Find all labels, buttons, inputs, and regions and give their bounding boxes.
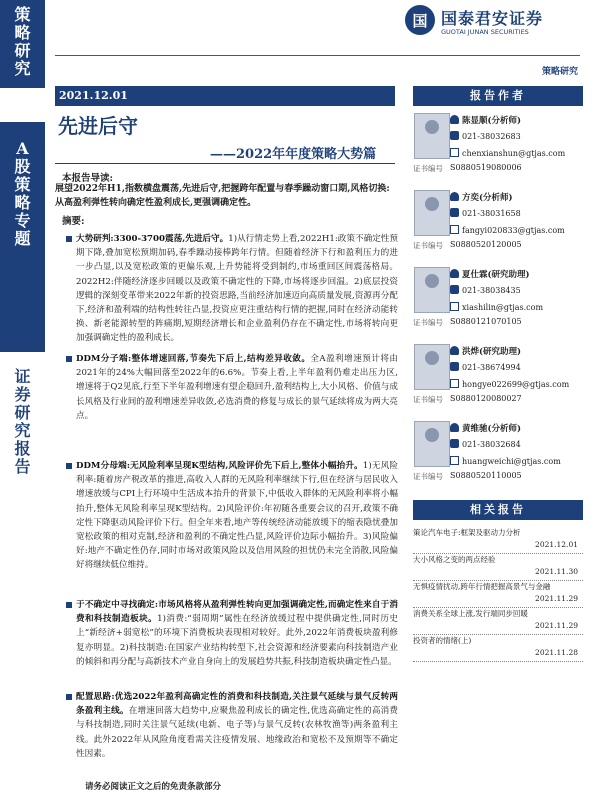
side-label-top: 策 略 研 究 [14,5,31,78]
person-icon [450,115,459,124]
bullet-icon [66,236,72,242]
author-photo [414,190,450,236]
related-report-item[interactable] [413,581,583,608]
related-report-date: 2021.11.29 [535,621,578,630]
phone-icon [450,439,459,448]
author-card [413,341,583,427]
author-phone: 021-38032683 [450,131,521,141]
author-phone: 021-38032684 [450,439,521,449]
license-label: 证书编号 [413,241,443,250]
person-icon [450,192,459,201]
license-label: 证书编号 [413,318,443,327]
person-icon [450,269,459,278]
author-name: 夏仕霖(研究助理) [450,268,530,280]
author-photo [414,344,450,390]
abstract-paragraph: DDM分母端:无风险利率呈现K型结构,风险评价先下后上,整体小幅抬升。1)无风险利率:随着房产税改革的推进,高收入人群的无风险利率继续下行,但在经济与居民收入增速放缓与CPI上行环境中生活成本抬升的背景下,中低收入群体的无风险利率将小幅抬升,整体无风险利率呈现K型结构。2)风险评价:年初随各重要会议的召开,政策不确定性下降驱动风险评价下行。但全年来看,地产等传统经济动能放缓下的缩表隐忧叠加宽松政策的相对克制,经济和盈利的不确定性凸显,风险评价边际小幅抬升。3)风险偏好:地产不确定性仍存,同时市场对政策风险以及信用风险的担忧仍未完全消散,风险偏好将继续低位维持。 [76,461,399,571]
author-card [413,187,583,273]
bullet-icon [66,356,72,362]
logo-emblem-icon: 国 [405,5,435,35]
phone-icon [450,362,459,371]
side-label-bottom: 证 券 研 究 报 告 [14,367,31,476]
related-report-title[interactable]: 策论汽车电子:框架及驱动力分析 [413,528,521,537]
bullet-icon [66,463,72,469]
side-label-middle: A 股 策 略 专 题 [14,139,31,248]
header-divider [55,55,580,56]
related-report-date: 2021.11.28 [535,648,578,657]
author-card [413,264,583,350]
author-photo [414,421,450,467]
related-report-item[interactable] [413,527,583,554]
related-report-date: 2021.11.30 [535,567,578,576]
report-date: 2021.12.01 [55,86,395,106]
report-title: 先进后守 [58,114,138,138]
phone-icon [450,285,459,294]
abstract-paragraph: DDM分子端:整体增速回落,节奏先下后上,结构差异收敛。全A盈利增速预计将由2021年的24%大幅回落至2022年的6.6%。节奏上看,上半年盈利仍难走出压力区,增速将于Q2见底,行至下半年盈利增速有望企稳回升,盈利结构上,大小风格、价值与成长风格及行业间的盈利增速差异收敛,必选消费的修复与成长的景气延续将成为两大亮点。 [76,354,398,421]
company-logo [405,3,573,45]
related-report-title[interactable]: 大小风格之变的两点经验 [413,555,496,564]
license-label: 证书编号 [413,395,443,404]
author-phone: 021-38031658 [450,208,521,218]
report-subtitle: ——2022年年度策略大势篇 [210,147,377,162]
phone-icon [450,131,459,140]
mail-icon [450,302,459,311]
person-icon [450,346,459,355]
mail-icon [450,456,459,465]
logo-chinese-name: 国泰君安证券 [441,9,544,28]
related-reports-heading: 相关报告 [413,500,583,520]
related-report-title[interactable]: 投资者的情绪(上) [413,636,472,645]
disclaimer-note: 请务必阅读正文之后的免责条款部分 [85,782,222,792]
related-report-item[interactable] [413,608,583,635]
authors-heading: 报告作者 [413,86,583,106]
author-email[interactable]: huangweichi@gtjas.com [450,456,561,466]
phone-icon [450,208,459,217]
author-phone: 021-38674994 [450,362,521,372]
bullet-icon [66,602,72,608]
license-label: 证书编号 [413,472,443,481]
abstract-paragraph: 配置思路:优选2022年盈利高确定性的消费和科技制造,关注景气延续与景气反转两条盈利主线。在增速回落大趋势中,应聚焦盈利成长的确定性,优选高确定性的高消费与科技制造,同时关注景气延续(电新、电子等)与景气反转(农林牧渔等)两条盈利主线。此外2022年从风险角度看需关注疫情发展、地缘政治和宽松不及预期等不确定性因素。 [76,692,398,759]
related-report-date: 2021.11.29 [535,594,578,603]
mail-icon [450,148,459,157]
abstract-label: 摘要: [62,216,85,227]
abstract-paragraph: 于不确定中寻找确定:市场风格将从盈利弹性转向更加强调确定性,而确定性来自于消费和科技制造板块。1)消费:“弱周期”属性在经济放缓过程中提供确定性,同时历史上“新经济+弱宽松”的环境下消费板块表现相对较好。此外,2022年消费板块盈利修复亦明显。2)科技制造:在国家产业结构转型下,社会资源和经济要素向科技制造产业的倾斜和再分配与高新技术产业自身向上的发展趋势共振,科技制造板块确定性凸显。 [76,600,398,667]
abstract-paragraph: 大势研判:3300-3700震荡,先进后守。1)从行情走势上看,2022H1:政策不确定性预期下降,叠加宽松预期加码,春季躁动接棒跨年行情。但随着经济下行和盈利压力的进一步凸显,以及宽松政策的更偏乐观,上升势能将受到制约,市场重回区间震荡格局。2022H2:伴随经济逐步回暖以及政策不确定性的下降,市场将逐步回温。2)底层投资逻辑的深刻变革带来2022年新的投资思路,当前经济加速迈向高质量发展,资源再分配下,经济和盈利端的结构性转往凸显,投资应更注重结构行情的把握,同时在经济动能转换、新老能源转型的阵痛期,短期经济增长和企业盈利仍存在不确定性,市场将转向更加强调确定性的盈利成长。 [76,234,399,344]
license-number: S0880520110005 [450,471,522,480]
person-icon [450,423,459,432]
license-number: S0880121070105 [450,317,522,326]
author-photo [414,267,450,313]
related-report-item[interactable] [413,635,583,662]
author-email[interactable]: chenxianshun@gtjas.com [450,148,565,158]
related-report-item[interactable] [413,554,583,581]
summary-heading: 本报告导读: [62,173,114,184]
report-category: 策略研究 [541,67,578,77]
mail-icon [450,379,459,388]
author-name: 陈显顺(分析师) [450,114,521,126]
author-email[interactable]: fangyi020833@gtjas.com [450,225,565,235]
author-name: 方奕(分析师) [450,191,513,203]
author-card [413,418,583,504]
related-report-title[interactable]: 消费关系全球上涨,发行端同步回暖 [413,609,528,618]
related-report-divider [413,661,583,662]
related-report-date: 2021.12.01 [535,540,578,549]
side-strip [0,0,45,800]
author-photo [414,113,450,159]
author-card [413,110,583,196]
mail-icon [450,225,459,234]
summary-intro: 展望2022年H1,指数横盘震荡,先进后守,把握跨年配置与春季躁动窗口期,风格切换:从高盈利弹性转向确定性盈利成长,更强调确定性。 [55,184,390,208]
related-report-title[interactable]: 无惧疫情扰动,跨年行情把握高景气与金融 [413,582,551,591]
title-divider [55,163,395,164]
license-number: S0880120080027 [450,394,522,403]
author-email[interactable]: hongye022699@gtjas.com [450,379,569,389]
logo-english-name: GUOTAI JUNAN SECURITIES [441,28,529,36]
author-name: 洪烨(研究助理) [450,345,521,357]
author-phone: 021-38038435 [450,285,521,295]
author-email[interactable]: xiashilin@gtjas.com [450,302,543,312]
license-number: S0880519080006 [450,163,522,172]
bullet-icon [66,694,72,700]
license-label: 证书编号 [413,164,443,173]
author-name: 黄维驰(分析师) [450,422,521,434]
license-number: S0880520120005 [450,240,522,249]
